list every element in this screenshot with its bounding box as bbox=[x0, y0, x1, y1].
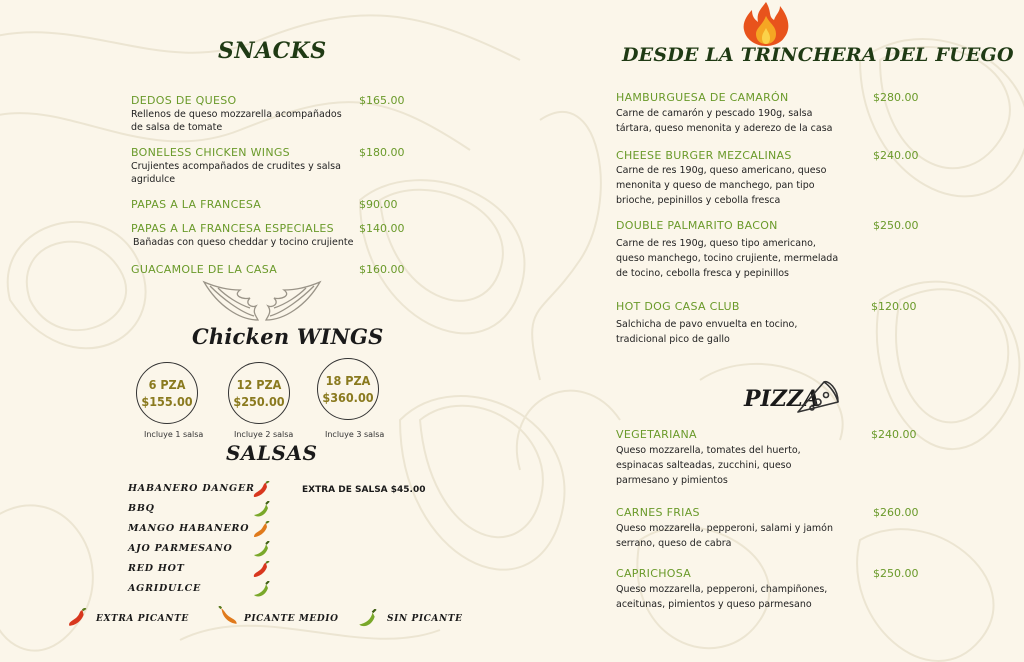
snack-name: PAPAS A LA FRANCESA bbox=[131, 198, 262, 211]
wings-qty: 12 PZA bbox=[236, 377, 282, 392]
fuego-desc: Carne de res 190g, queso tipo americano, queso manchego, tocino crujiente, mermelada de tocino, cebolla fresca y pepinillos bbox=[616, 238, 839, 279]
extra-salsa-price: EXTRA DE SALSA $45.00 bbox=[302, 485, 426, 495]
fire-icon bbox=[738, 0, 794, 48]
snack-price: $160.00 bbox=[359, 263, 405, 276]
pizza-name: CAPRICHOSA bbox=[616, 567, 692, 580]
salsa-name: RED HOT bbox=[128, 563, 185, 574]
pizza-price: $250.00 bbox=[873, 567, 919, 580]
wings-caption: Incluye 2 salsa bbox=[234, 430, 294, 439]
snack-desc: Crujientes acompañados de crudites y salsa agridulce bbox=[131, 161, 341, 185]
orange-pepper-icon bbox=[251, 521, 271, 539]
fuego-price: $240.00 bbox=[873, 149, 919, 162]
wings-caption: Incluye 1 salsa bbox=[144, 430, 204, 439]
snack-name: DEDOS DE QUESO bbox=[131, 94, 237, 107]
snack-price: $165.00 bbox=[359, 94, 405, 107]
snack-name: BONELESS CHICKEN WINGS bbox=[131, 146, 290, 159]
wings-price: $250.00 bbox=[233, 394, 285, 409]
wings-price: $155.00 bbox=[141, 394, 193, 409]
snack-name: GUACAMOLE DE LA CASA bbox=[131, 263, 278, 276]
wings-qty: 18 PZA bbox=[325, 373, 371, 388]
wings-price: $360.00 bbox=[322, 390, 374, 405]
fuego-name: CHEESE BURGER MEZCALINAS bbox=[616, 149, 792, 162]
legend-label: PICANTE MEDIO bbox=[244, 614, 339, 624]
wings-title: Chicken WINGS bbox=[192, 324, 384, 349]
fuego-desc: Carne de camarón y pescado 190g, salsa tártara, queso menonita y aderezo de la casa bbox=[616, 108, 833, 134]
red-pepper-icon bbox=[251, 561, 271, 579]
wings-icon bbox=[200, 276, 324, 328]
snack-desc: Bañadas con queso cheddar y tocino crujiente bbox=[133, 237, 354, 248]
snack-desc: Rellenos de queso mozzarella acompañados de salsa de tomate bbox=[131, 109, 342, 133]
snack-name: PAPAS A LA FRANCESA ESPECIALES bbox=[131, 222, 334, 235]
salsas-title: SALSAS bbox=[226, 441, 318, 465]
snack-price: $90.00 bbox=[359, 198, 398, 211]
pizza-desc: Queso mozzarella, pepperoni, champiñones, aceitunas, pimientos y queso parmesano bbox=[616, 584, 828, 610]
salsa-name: MANGO HABANERO bbox=[128, 523, 250, 534]
fuego-price: $280.00 bbox=[873, 91, 919, 104]
green-pepper-icon bbox=[251, 581, 271, 599]
green-pepper-icon bbox=[251, 501, 271, 519]
fuego-name: HAMBURGUESA DE CAMARÓN bbox=[616, 91, 789, 104]
wings-qty: 6 PZA bbox=[148, 377, 186, 392]
wings-caption: Incluye 3 salsa bbox=[325, 430, 385, 439]
fuego-desc: Salchicha de pavo envuelta en tocino, tradicional pico de gallo bbox=[616, 319, 798, 345]
legend-label: SIN PICANTE bbox=[387, 614, 463, 624]
green-pepper-icon bbox=[251, 541, 271, 559]
fuego-price: $120.00 bbox=[871, 300, 917, 313]
pizza-desc: Queso mozzarella, tomates del huerto, espinacas salteadas, zucchini, queso parmesano y pimientos bbox=[616, 445, 801, 486]
pizza-name: VEGETARIANA bbox=[616, 428, 697, 441]
snack-price: $180.00 bbox=[359, 146, 405, 159]
snacks-title: SNACKS bbox=[218, 38, 327, 64]
pizza-name: CARNES FRIAS bbox=[616, 506, 700, 519]
fuego-name: HOT DOG CASA CLUB bbox=[616, 300, 740, 313]
pizza-title: PIZZA bbox=[744, 386, 821, 412]
pizza-slice-icon bbox=[794, 378, 840, 418]
legend-label: EXTRA PICANTE bbox=[96, 614, 189, 624]
red-pepper-icon bbox=[251, 481, 271, 499]
salsa-name: HABANERO DANGER bbox=[128, 483, 255, 494]
salsa-name: AGRIDULCE bbox=[128, 583, 202, 594]
pizza-price: $240.00 bbox=[871, 428, 917, 441]
salsa-name: BBQ bbox=[128, 503, 155, 514]
wings-option-18 bbox=[317, 358, 379, 420]
snack-price: $140.00 bbox=[359, 222, 405, 235]
wings-option-12 bbox=[228, 362, 290, 424]
green-pepper-icon bbox=[356, 609, 378, 629]
red-pepper-icon bbox=[66, 608, 88, 628]
fuego-desc: Carne de res 190g, queso americano, queso menonita y queso de manchego, pan tipo brioche, pepinillos y cebolla fresca bbox=[616, 165, 827, 206]
fuego-title: DESDE LA TRINCHERA DEL FUEGO bbox=[622, 44, 1014, 66]
wings-option-6 bbox=[136, 362, 198, 424]
fuego-name: DOUBLE PALMARITO BACON bbox=[616, 219, 778, 232]
fuego-price: $250.00 bbox=[873, 219, 919, 232]
orange-pepper-icon bbox=[218, 606, 240, 626]
pizza-desc: Queso mozzarella, pepperoni, salami y jamón serrano, queso de cabra bbox=[616, 523, 833, 549]
salsa-name: AJO PARMESANO bbox=[128, 543, 233, 554]
pizza-price: $260.00 bbox=[873, 506, 919, 519]
